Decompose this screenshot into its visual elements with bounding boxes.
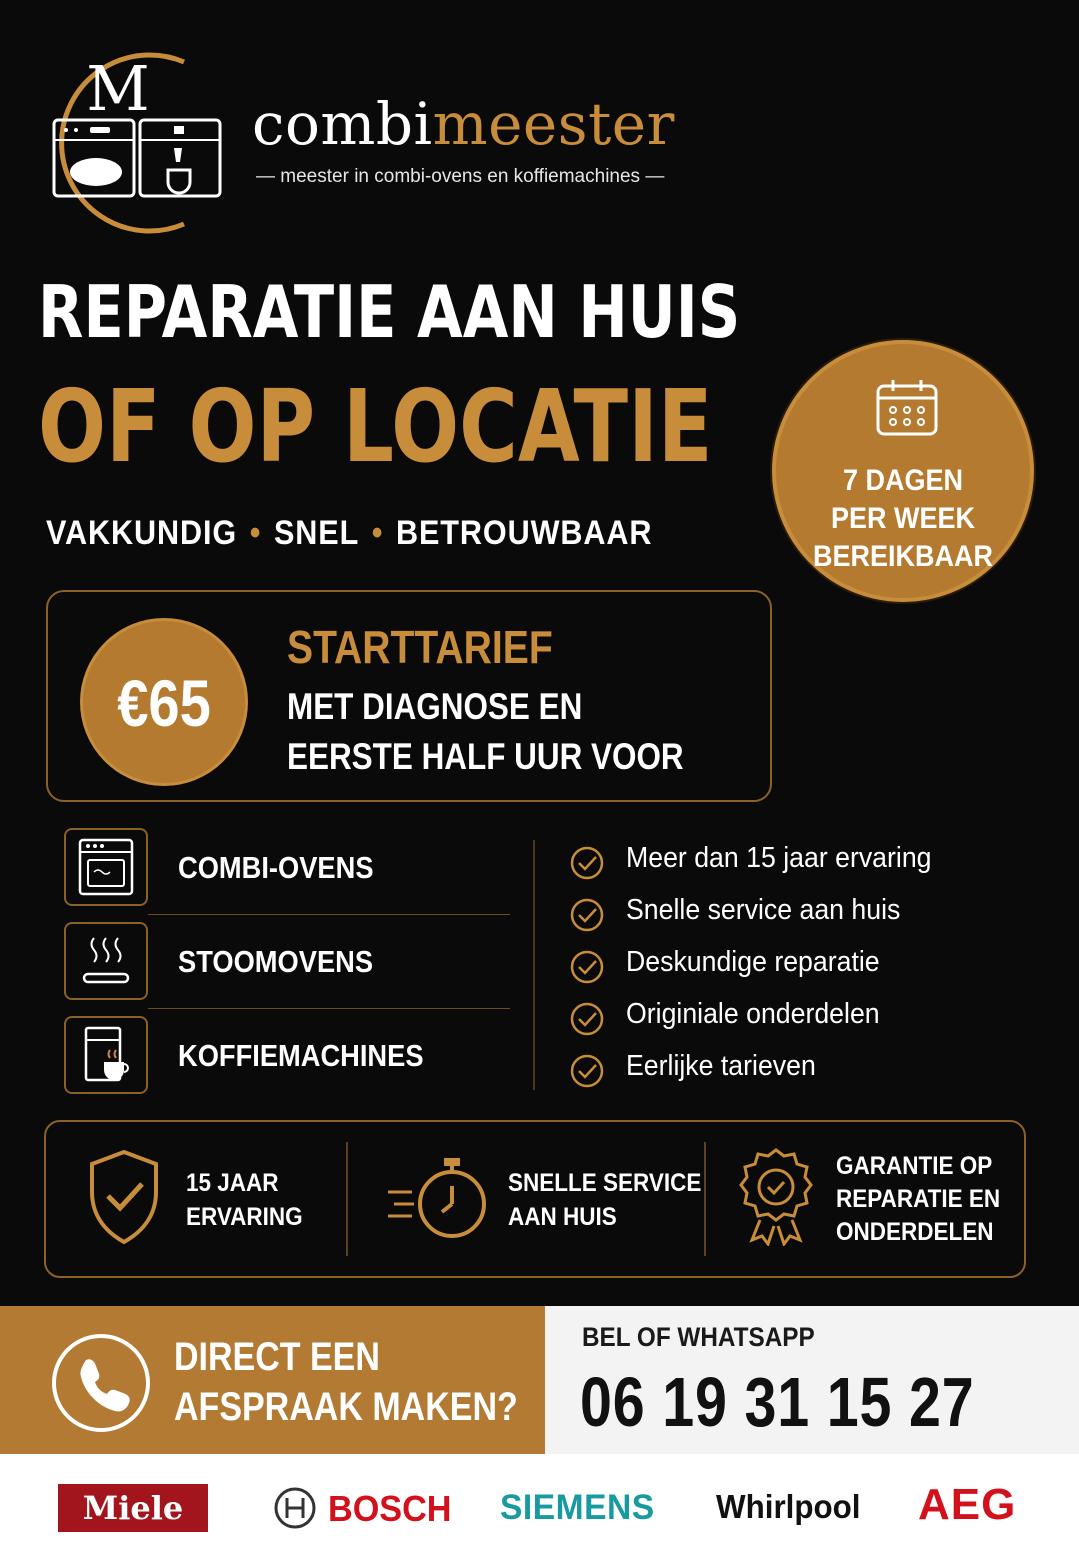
checklist-item: Snelle service aan huis — [566, 892, 1006, 932]
phone-icon[interactable] — [52, 1334, 150, 1432]
contact-label: BEL OF WHATSAPP — [582, 1322, 815, 1352]
check-circle-icon — [568, 896, 606, 934]
oven-icon — [64, 828, 148, 906]
checklist-item: Meer dan 15 jaar ervaring — [566, 840, 1006, 880]
service-label: COMBI-OVENS — [178, 850, 374, 885]
shield-check-icon — [86, 1148, 162, 1246]
brand-tagline: — meester in combi-ovens en koffiemachines — — [256, 166, 665, 187]
brand-logo-siemens: SIEMENS — [500, 1488, 655, 1527]
phone-number[interactable]: 06 19 31 15 27 — [580, 1363, 975, 1441]
badge-line: 7 DAGEN — [842, 464, 964, 497]
price-description: MET DIAGNOSE EN — [287, 686, 583, 727]
stopwatch-icon — [384, 1148, 494, 1246]
bosch-emblem-icon — [272, 1486, 318, 1530]
brand-logo-miele: Miele — [58, 1484, 208, 1532]
headline-subtitle: VAKKUNDIG • SNEL • BETROUWBAAR — [46, 514, 653, 552]
cta-text: DIRECT EEN AFSPRAAK MAKEN? — [174, 1335, 518, 1429]
headline-primary: REPARATIE AAN HUIS — [38, 270, 741, 354]
logo-emblem — [34, 48, 234, 238]
checklist-item: Deskundige reparatie — [566, 944, 1006, 984]
brand-logo-bosch: BOSCH — [272, 1486, 318, 1530]
feature-text: SNELLE SERVICE AAN HUIS — [508, 1169, 702, 1231]
feature-text: GARANTIE OP REPARATIE EN ONDERDELEN — [836, 1152, 1001, 1246]
price-title: STARTTARIEF — [287, 621, 553, 673]
checklist-item: Originiale onderdelen — [566, 996, 1006, 1036]
service-label: KOFFIEMACHINES — [178, 1038, 424, 1073]
price-description: EERSTE HALF UUR VOOR — [287, 736, 684, 777]
service-item — [64, 1016, 446, 1098]
service-item — [64, 828, 446, 910]
steam-icon — [64, 922, 148, 1000]
check-circle-icon — [568, 1052, 606, 1090]
logo-letter: M — [86, 52, 150, 125]
check-circle-icon — [568, 844, 606, 882]
headline-secondary: OF OP LOCATIE — [38, 368, 713, 485]
price-badge: €65 — [80, 618, 248, 786]
feature-divider — [704, 1142, 706, 1256]
checklist-item: Eerlijke tarieven — [566, 1048, 1006, 1088]
badge-line: PER WEEK — [830, 502, 976, 535]
brand-logo-aeg: AEG — [918, 1480, 1017, 1529]
feature-text: 15 JAAR ERVARING — [186, 1169, 303, 1231]
brand-logo-whirlpool: Whirlpool — [716, 1488, 861, 1525]
service-label: STOOMOVENS — [178, 944, 374, 979]
service-item — [64, 922, 446, 1004]
badge-line: BEREIKBAAR — [812, 540, 993, 573]
calendar-icon — [875, 378, 939, 438]
award-ribbon-icon — [738, 1146, 814, 1246]
coffee-machine-icon — [64, 1016, 148, 1094]
check-circle-icon — [568, 1000, 606, 1038]
column-divider — [533, 840, 535, 1090]
availability-badge — [772, 340, 1034, 602]
brand-name: combimeester — [252, 90, 675, 158]
check-circle-icon — [568, 948, 606, 986]
feature-divider — [346, 1142, 348, 1256]
